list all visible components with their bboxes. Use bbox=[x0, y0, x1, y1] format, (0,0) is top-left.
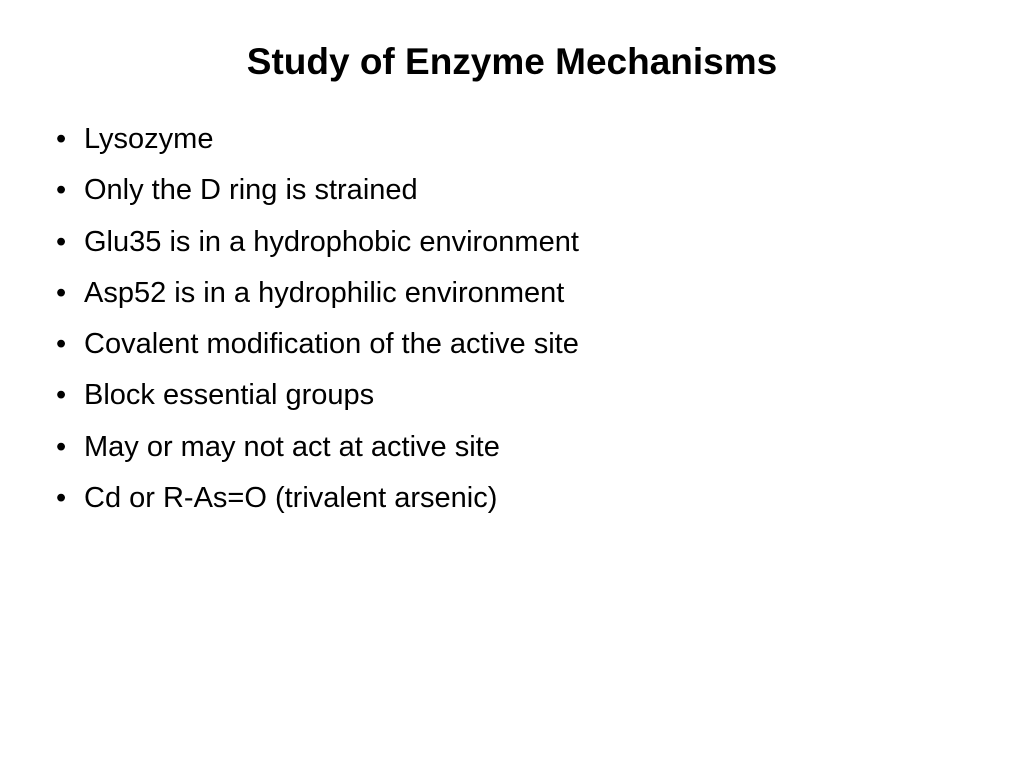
bullet-item bbox=[56, 370, 579, 421]
bullet-icon: • bbox=[56, 123, 67, 155]
bullet-item bbox=[56, 422, 579, 473]
bullet-text: Asp52 is in a hydrophilic environment bbox=[84, 276, 565, 309]
bullet-text: Glu35 is in a hydrophobic environment bbox=[84, 225, 579, 258]
bullet-item bbox=[56, 114, 579, 165]
bullet-text: Covalent modification of the active site bbox=[84, 328, 579, 361]
bullet-icon: • bbox=[56, 482, 67, 515]
bullet-icon: • bbox=[56, 430, 67, 463]
bullet-item bbox=[56, 473, 579, 524]
bullet-icon: • bbox=[56, 174, 67, 207]
bullet-icon: • bbox=[56, 328, 67, 361]
bullet-item bbox=[56, 165, 579, 216]
bullet-list bbox=[56, 114, 579, 524]
bullet-text: Only the D ring is strained bbox=[84, 174, 418, 207]
bullet-item bbox=[56, 268, 579, 319]
bullet-text: Lysozyme bbox=[84, 123, 214, 155]
bullet-text: Cd or R-As=O (trivalent arsenic) bbox=[84, 482, 498, 515]
bullet-item bbox=[56, 319, 579, 370]
bullet-icon: • bbox=[56, 379, 67, 412]
bullet-text: Block essential groups bbox=[84, 379, 375, 412]
slide-title: Study of Enzyme Mechanisms bbox=[246, 41, 778, 82]
bullet-icon: • bbox=[56, 225, 67, 258]
bullet-text: May or may not act at active site bbox=[84, 430, 500, 463]
bullet-item bbox=[56, 217, 579, 268]
bullet-icon: • bbox=[56, 276, 67, 309]
